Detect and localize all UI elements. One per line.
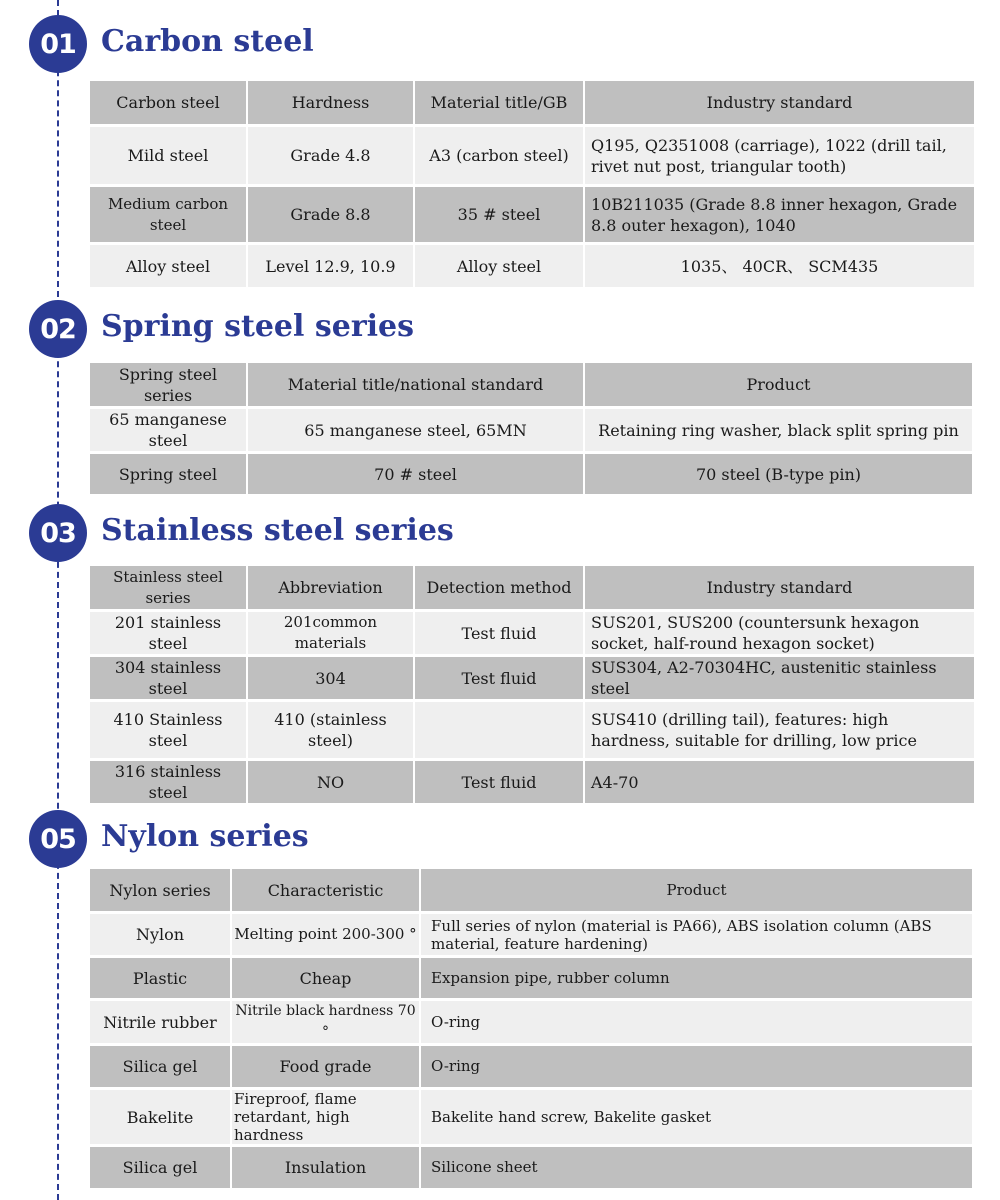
table-cell: 1035、 40CR、 SCM435: [585, 245, 974, 287]
header-cell: Carbon steel: [90, 81, 246, 124]
header-cell: Hardness: [248, 81, 413, 124]
header-cell: Abbreviation: [248, 566, 413, 609]
table-cell: O-ring: [421, 1001, 972, 1043]
section-title: Carbon steel: [101, 24, 314, 59]
table-row: [90, 657, 974, 699]
table-cell: Cheap: [232, 958, 419, 998]
table-cell: Plastic: [90, 958, 230, 998]
table-header-row: [90, 566, 974, 609]
table-cell: Medium carbon steel: [90, 187, 246, 242]
table-row: [90, 702, 974, 758]
header-cell: Characteristic: [232, 869, 419, 911]
table-cell: Grade 8.8: [248, 187, 413, 242]
table-cell: 304 stainless steel: [90, 657, 246, 699]
header-cell: Nylon series: [90, 869, 230, 911]
table-cell: 65 manganese steel, 65MN: [248, 409, 583, 451]
timeline-dashed-line: [57, 0, 59, 1200]
table-cell: A3 (carbon steel): [415, 127, 583, 184]
table-row: [90, 409, 972, 451]
table-cell: Bakelite: [90, 1090, 230, 1144]
table-cell: 201 stainless steel: [90, 612, 246, 654]
table-cell: 65 manganese steel: [90, 409, 246, 451]
table-row: [90, 245, 974, 287]
stainless-steel-table: [88, 563, 976, 806]
table-cell: Level 12.9, 10.9: [248, 245, 413, 287]
table-cell: A4-70: [585, 761, 974, 803]
table-cell: Expansion pipe, rubber column: [421, 958, 972, 998]
table-row: [90, 127, 974, 184]
table-cell: Nylon: [90, 914, 230, 955]
table-cell: Nitrile rubber: [90, 1001, 230, 1043]
table-cell: Bakelite hand screw, Bakelite gasket: [421, 1090, 972, 1144]
section-number-badge: 03: [29, 504, 87, 562]
table-row: [90, 187, 974, 242]
table-row: [90, 1147, 972, 1188]
table-row: [90, 761, 974, 803]
header-cell: Detection method: [415, 566, 583, 609]
section-number-badge: 05: [29, 810, 87, 868]
header-cell: Product: [585, 363, 972, 406]
section-number-badge: 02: [29, 300, 87, 358]
table-cell: Test fluid: [415, 761, 583, 803]
section-title: Nylon series: [101, 819, 309, 854]
table-cell: O-ring: [421, 1046, 972, 1087]
table-cell: Silica gel: [90, 1046, 230, 1087]
section-title: Spring steel series: [101, 309, 414, 344]
header-cell: Material title/GB: [415, 81, 583, 124]
table-cell: Alloy steel: [90, 245, 246, 287]
carbon-steel-table: [88, 78, 976, 290]
header-cell: Industry standard: [585, 81, 974, 124]
table-cell: Grade 4.8: [248, 127, 413, 184]
table-cell: Insulation: [232, 1147, 419, 1188]
table-cell: SUS410 (drilling tail), features: high hardness, suitable for drilling, low price: [585, 702, 974, 758]
table-cell: Silicone sheet: [421, 1147, 972, 1188]
table-cell: Full series of nylon (material is PA66), ABS isolation column (ABS material, feature hardening): [421, 914, 972, 955]
table-cell: 410 (stainless steel): [248, 702, 413, 758]
header-cell: Industry standard: [585, 566, 974, 609]
table-cell: Melting point 200-300 °: [232, 914, 419, 955]
table-cell: 70 # steel: [248, 454, 583, 494]
spring-steel-table: [88, 360, 974, 497]
table-header-row: [90, 363, 972, 406]
table-cell: Test fluid: [415, 612, 583, 654]
table-row: [90, 914, 972, 955]
table-cell: 316 stainless steel: [90, 761, 246, 803]
table-cell: Spring steel: [90, 454, 246, 494]
table-cell: [415, 702, 583, 758]
table-row: [90, 612, 974, 654]
header-cell: Material title/national standard: [248, 363, 583, 406]
table-cell: NO: [248, 761, 413, 803]
table-cell: 70 steel (B-type pin): [585, 454, 972, 494]
table-cell: Fireproof, flame retardant, high hardness: [232, 1090, 419, 1144]
table-row: [90, 1090, 972, 1144]
table-cell: SUS201, SUS200 (countersunk hexagon socket, half-round hexagon socket): [585, 612, 974, 654]
table-cell: 35 # steel: [415, 187, 583, 242]
section-title: Stainless steel series: [101, 513, 454, 548]
table-cell: Alloy steel: [415, 245, 583, 287]
table-row: [90, 1046, 972, 1087]
table-header-row: [90, 869, 972, 911]
table-cell: 201common materials: [248, 612, 413, 654]
table-row: [90, 958, 972, 998]
header-cell: Stainless steel series: [90, 566, 246, 609]
table-cell: Food grade: [232, 1046, 419, 1087]
table-cell: SUS304, A2-70304HC, austenitic stainless steel: [585, 657, 974, 699]
table-cell: Test fluid: [415, 657, 583, 699]
section-number-badge: 01: [29, 15, 87, 73]
table-cell: Retaining ring washer, black split spring pin: [585, 409, 972, 451]
table-cell: Silica gel: [90, 1147, 230, 1188]
table-cell: 410 Stainless steel: [90, 702, 246, 758]
table-row: [90, 454, 972, 494]
table-cell: Nitrile black hardness 70 °: [232, 1001, 419, 1043]
table-cell: 304: [248, 657, 413, 699]
table-header-row: [90, 81, 974, 124]
header-cell: Spring steel series: [90, 363, 246, 406]
table-cell: 10B211035 (Grade 8.8 inner hexagon, Grade 8.8 outer hexagon), 1040: [585, 187, 974, 242]
header-cell: Product: [421, 869, 972, 911]
table-cell: Mild steel: [90, 127, 246, 184]
nylon-table: [88, 866, 974, 1191]
table-cell: Q195, Q2351008 (carriage), 1022 (drill tail, rivet nut post, triangular tooth): [585, 127, 974, 184]
table-row: [90, 1001, 972, 1043]
